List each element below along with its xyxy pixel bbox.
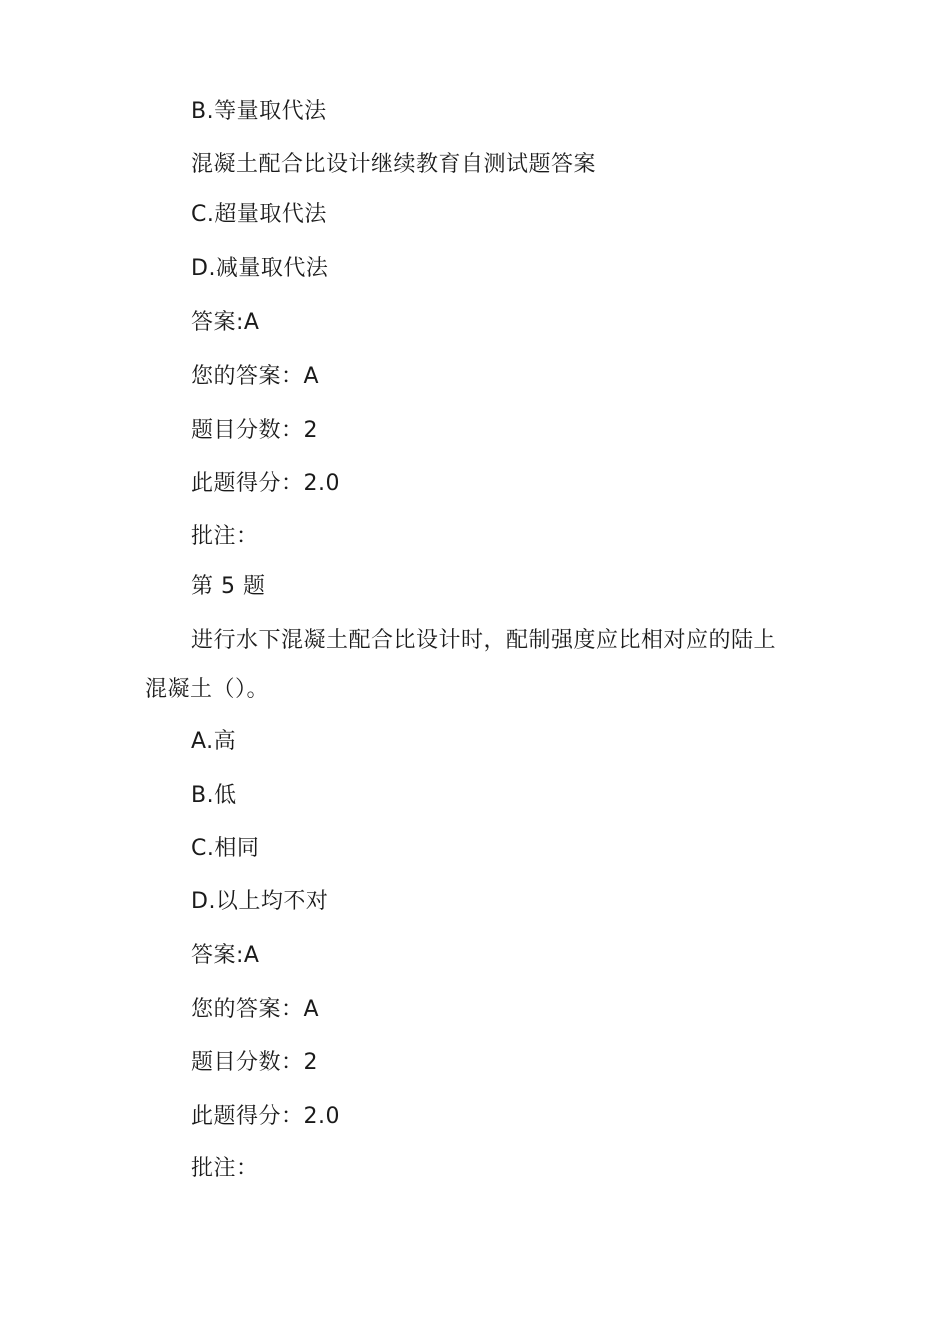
question-stem-line1: 进行水下混凝土配合比设计时，配制强度应比相对应的陆上 [191,628,777,653]
option-d: D.以上均不对 [191,889,329,914]
question-score: 题目分数：2 [191,418,318,443]
comment-label: 批注： [191,524,259,549]
option-d: D.减量取代法 [191,256,329,281]
option-c: C.超量取代法 [191,202,327,227]
your-answer: 您的答案：A [191,364,320,389]
correct-answer: 答案:A [191,310,260,335]
option-c: C.相同 [191,836,260,861]
earned-score: 此题得分：2.0 [191,471,340,496]
option-b: B.等量取代法 [191,99,327,124]
document-title: 混凝土配合比设计继续教育自测试题答案 [191,152,597,177]
your-answer: 您的答案：A [191,997,320,1022]
question-score: 题目分数：2 [191,1050,318,1075]
option-b: B.低 [191,783,237,808]
question-number: 第 5 题 [191,574,266,599]
option-a: A.高 [191,729,237,754]
comment-label: 批注： [191,1156,259,1181]
earned-score: 此题得分：2.0 [191,1104,340,1129]
question-stem-line2: 混凝土（）。 [145,677,270,702]
correct-answer: 答案:A [191,943,260,968]
